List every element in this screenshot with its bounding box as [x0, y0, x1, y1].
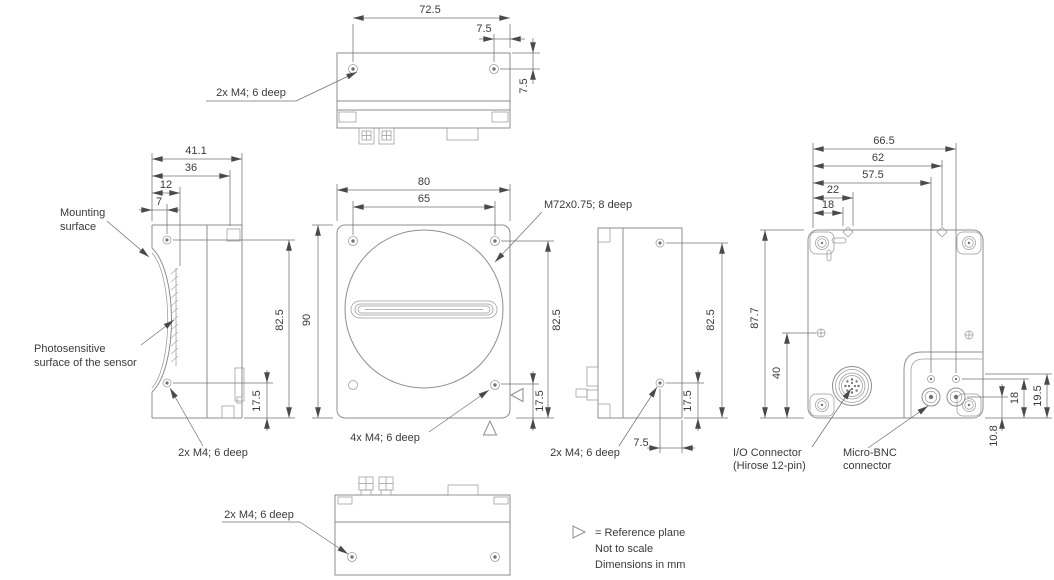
- right-dim-7-5: 7.5: [633, 437, 649, 449]
- left-dim-7: 7: [155, 196, 163, 208]
- top-dim-7-5-v: 7.5: [518, 78, 530, 94]
- right-dim-17-5: 17.5: [682, 390, 694, 412]
- front-dim-17-5: 17.5: [534, 390, 546, 412]
- front-view-dimensions: [312, 184, 554, 432]
- right-view-dimensions: [619, 243, 728, 453]
- back-dim-66-5: 66.5: [873, 135, 895, 147]
- back-dim-10-8: 10.8: [988, 425, 1000, 447]
- top-screw-label: 2x M4; 6 deep: [216, 87, 286, 99]
- back-dim-62: 62: [871, 152, 885, 164]
- mounting-surface-label-1: Mounting: [60, 207, 106, 219]
- front-view-outline: [337, 225, 510, 418]
- top-dim-7-5-h: 7.5: [476, 23, 492, 35]
- bottom-view-dimensions: [222, 522, 348, 554]
- back-dim-19-5: 19.5: [1032, 385, 1044, 407]
- legend-not-to-scale: Not to scale: [595, 543, 654, 555]
- bottom-view-outline: [335, 477, 510, 575]
- right-view-outline: [576, 228, 682, 418]
- back-view-outline: [808, 227, 983, 418]
- left-side-view: [34, 145, 295, 459]
- back-dim-18: 18: [821, 199, 835, 211]
- back-dim-87-7: 87.7: [749, 307, 761, 329]
- left-dim-12: 12: [159, 179, 173, 191]
- left-view-dimensions: [107, 153, 295, 446]
- back-dim-57-5: 57.5: [862, 169, 884, 181]
- front-dim-65: 65: [417, 193, 431, 205]
- photosensitive-label-2: surface of the sensor: [34, 357, 137, 369]
- front-dim-80: 80: [417, 176, 431, 188]
- front-screw-label: 4x M4; 6 deep: [350, 432, 420, 444]
- left-screw-label: 2x M4; 6 deep: [178, 447, 248, 459]
- bottom-view: [222, 477, 510, 575]
- left-dim-36: 36: [184, 162, 198, 174]
- right-side-view: [550, 228, 728, 459]
- lens-mount-label: M72x0.75; 8 deep: [544, 199, 633, 211]
- back-dim-40: 40: [771, 366, 783, 380]
- left-dim-82-5: 82.5: [274, 309, 286, 331]
- legend: [573, 526, 685, 571]
- io-connector-label-1: I/O Connector: [733, 447, 802, 459]
- micro-bnc-label-1: Micro-BNC: [843, 447, 897, 459]
- micro-bnc-label-2: connector: [843, 460, 892, 472]
- top-view: [206, 4, 540, 144]
- left-dim-41-1: 41.1: [185, 145, 207, 157]
- front-dim-90: 90: [301, 313, 313, 327]
- back-view: [733, 135, 1052, 472]
- photosensitive-label-1: Photosensitive: [34, 343, 106, 355]
- legend-reference-plane: = Reference plane: [595, 527, 686, 539]
- top-dim-72-5: 72.5: [419, 4, 441, 16]
- mounting-surface-label-2: surface: [60, 221, 97, 233]
- reference-plane-symbols: [484, 389, 524, 436]
- front-dim-82-5: 82.5: [551, 309, 563, 331]
- back-dim-18-right: 18: [1009, 391, 1021, 405]
- left-dim-17-5: 17.5: [251, 390, 263, 412]
- right-dim-82-5: 82.5: [705, 309, 717, 331]
- legend-dimensions-mm: Dimensions in mm: [595, 559, 686, 571]
- right-screw-label: 2x M4; 6 deep: [550, 447, 620, 459]
- top-view-outline: [337, 53, 510, 144]
- left-view-outline: [152, 225, 244, 418]
- io-connector-label-2: (Hirose 12-pin): [733, 460, 806, 472]
- front-view: [301, 176, 632, 444]
- bottom-screw-label: 2x M4; 6 deep: [224, 509, 294, 521]
- reference-plane-icon: [573, 526, 585, 538]
- back-dim-22: 22: [826, 184, 840, 196]
